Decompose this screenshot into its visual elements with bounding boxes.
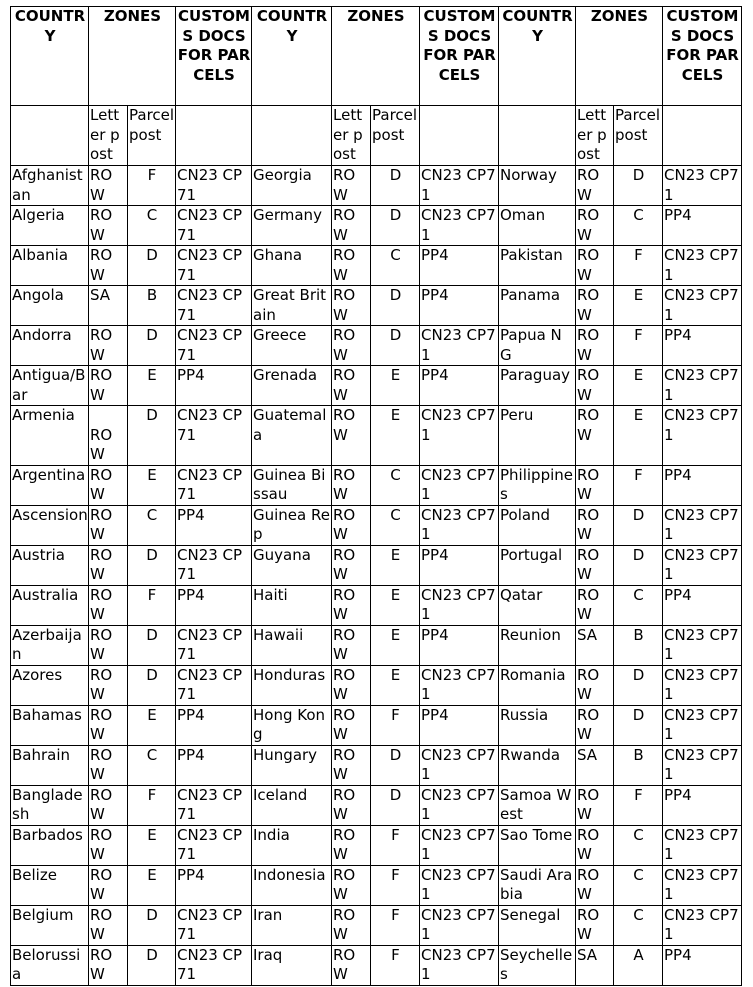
country-cell: Belize [11,865,89,905]
customs-docs-cell: CN23 CP71 [420,945,499,985]
country-cell: Guinea Bissau [252,465,332,505]
country-cell: Russia [499,705,576,745]
parcel-post-zone-cell: C [128,206,176,246]
letter-post-zone-cell: SA [576,945,614,985]
parcel-post-zone-cell: C [371,246,420,286]
customs-docs-cell: PP4 [176,705,252,745]
parcel-post-zone-cell: E [371,625,420,665]
parcel-post-zone-cell: B [614,745,663,785]
country-header: COUNTRY [499,7,576,106]
header-row [11,7,742,106]
parcel-post-zone-cell: C [614,825,663,865]
letter-post-zone-cell: ROW [332,945,371,985]
zones-header: ZONES [576,7,663,106]
country-header: COUNTRY [252,7,332,106]
parcel-post-zone-cell: D [128,326,176,366]
zones-header: ZONES [332,7,420,106]
country-cell: Bahamas [11,705,89,745]
customs-docs-cell: PP4 [176,366,252,406]
country-cell: Ghana [252,246,332,286]
letter-post-zone-cell: ROW [576,505,614,545]
country-cell: Albania [11,246,89,286]
country-cell: Great Britain [252,286,332,326]
parcel-post-zone-cell: D [128,545,176,585]
letter-post-zone-cell: ROW [89,326,128,366]
parcel-post-zone-cell: C [128,505,176,545]
customs-docs-cell: CN23 CP71 [663,366,742,406]
customs-docs-cell: CN23 CP71 [420,785,499,825]
customs-docs-cell: PP4 [663,785,742,825]
letter-post-zone-cell: ROW [89,246,128,286]
letter-post-zone-cell: ROW [576,246,614,286]
customs-docs-cell: CN23 CP71 [663,905,742,945]
parcel-post-zone-cell: E [614,406,663,466]
letter-post-zone-cell: ROW [332,366,371,406]
letter-post-zone-cell: ROW [332,705,371,745]
letter-post-zone-cell: ROW [89,905,128,945]
country-cell: Grenada [252,366,332,406]
customs-docs-cell: CN23 CP71 [663,545,742,585]
country-cell: Andorra [11,326,89,366]
table-row [11,585,742,625]
parcel-post-zone-cell: C [614,905,663,945]
letter-post-zone-cell: ROW [89,665,128,705]
customs-docs-cell: CN23 CP71 [176,406,252,466]
customs-docs-cell: CN23 CP71 [663,705,742,745]
letter-post-zone-cell: ROW [332,286,371,326]
table-row [11,785,742,825]
letter-post-zone-cell: ROW [576,545,614,585]
parcel-post-subheader: Parcel post [128,106,176,166]
empty-cell [499,106,576,166]
letter-post-zone-cell: ROW [332,865,371,905]
customs-docs-cell: CN23 CP71 [663,825,742,865]
country-cell: Philippines [499,465,576,505]
country-header: COUNTRY [11,7,89,106]
parcel-post-zone-cell: F [371,865,420,905]
customs-docs-cell: PP4 [663,326,742,366]
letter-post-zone-cell: ROW [576,785,614,825]
letter-post-zone-cell: SA [89,286,128,326]
customs-docs-cell: CN23 CP71 [176,625,252,665]
country-cell: Armenia [11,406,89,466]
customs-docs-cell: CN23 CP71 [420,166,499,206]
table-row [11,625,742,665]
postal-zones-document [10,6,742,986]
parcel-post-zone-cell: E [614,286,663,326]
customs-docs-cell: PP4 [176,745,252,785]
parcel-post-zone-cell: C [371,505,420,545]
letter-post-zone-cell: ROW [576,166,614,206]
parcel-post-zone-cell: A [614,945,663,985]
customs-docs-cell: PP4 [663,465,742,505]
customs-docs-cell: PP4 [663,206,742,246]
country-cell: Hong Kong [252,705,332,745]
country-cell: Guyana [252,545,332,585]
country-cell: Guatemala [252,406,332,466]
letter-post-zone-cell: ROW [89,705,128,745]
table-row [11,545,742,585]
letter-post-zone-cell: ROW [89,745,128,785]
parcel-post-subheader: Parcel post [371,106,420,166]
letter-post-subheader: Letter post [89,106,128,166]
country-cell: Norway [499,166,576,206]
parcel-post-zone-cell: D [614,505,663,545]
customs-header: CUSTOMS DOCS FOR PARCELS [663,7,742,106]
parcel-post-zone-cell: E [371,545,420,585]
country-cell: Peru [499,406,576,466]
customs-docs-cell: CN23 CP71 [663,745,742,785]
letter-post-zone-cell: ROW [89,545,128,585]
table-row [11,945,742,985]
country-cell: Bangladesh [11,785,89,825]
country-cell: Barbados [11,825,89,865]
customs-docs-cell: CN23 CP71 [176,905,252,945]
table-row [11,166,742,206]
letter-post-zone-cell: SA [576,745,614,785]
letter-post-zone-cell: ROW [332,206,371,246]
country-cell: Belorussia [11,945,89,985]
customs-docs-cell: CN23 CP71 [420,326,499,366]
country-cell: Haiti [252,585,332,625]
customs-docs-cell: CN23 CP71 [420,465,499,505]
parcel-post-zone-cell: C [614,206,663,246]
parcel-post-zone-cell: F [371,825,420,865]
empty-cell [176,106,252,166]
country-cell: Hungary [252,745,332,785]
parcel-post-zone-cell: D [371,166,420,206]
empty-cell [11,106,89,166]
parcel-post-zone-cell: C [614,865,663,905]
customs-docs-cell: PP4 [420,705,499,745]
customs-docs-cell: CN23 CP71 [663,665,742,705]
customs-docs-cell: PP4 [420,625,499,665]
parcel-post-zone-cell: D [371,785,420,825]
country-cell: Angola [11,286,89,326]
customs-docs-cell: CN23 CP71 [176,246,252,286]
parcel-post-zone-cell: C [371,465,420,505]
parcel-post-zone-cell: F [614,785,663,825]
letter-post-zone-cell: ROW [576,465,614,505]
country-cell: Senegal [499,905,576,945]
zones-header: ZONES [89,7,176,106]
country-cell: Georgia [252,166,332,206]
parcel-post-zone-cell: F [371,945,420,985]
letter-post-zone-cell: ROW [89,585,128,625]
customs-docs-cell: CN23 CP71 [663,286,742,326]
customs-docs-cell: CN23 CP71 [176,465,252,505]
letter-post-zone-cell: ROW [89,366,128,406]
customs-docs-cell: CN23 CP71 [176,166,252,206]
customs-docs-cell: PP4 [663,585,742,625]
country-cell: Seychelles [499,945,576,985]
empty-cell [252,106,332,166]
letter-post-zone-cell: ROW [576,206,614,246]
country-cell: Portugal [499,545,576,585]
parcel-post-zone-cell: D [614,166,663,206]
letter-post-zone-cell: ROW [332,326,371,366]
customs-docs-cell: CN23 CP71 [663,505,742,545]
table-body [11,166,742,986]
letter-post-zone-cell: ROW [576,905,614,945]
letter-post-zone-cell: ROW [89,465,128,505]
customs-docs-cell: CN23 CP71 [176,206,252,246]
customs-docs-cell: CN23 CP71 [176,665,252,705]
parcel-post-zone-cell: E [371,406,420,466]
country-cell: Qatar [499,585,576,625]
letter-post-zone-cell: ROW [89,505,128,545]
table-row [11,206,742,246]
country-cell: Paraguay [499,366,576,406]
table-row [11,745,742,785]
parcel-post-zone-cell: F [128,585,176,625]
letter-post-zone-cell: ROW [576,366,614,406]
letter-post-zone-cell: ROW [89,825,128,865]
parcel-post-zone-cell: F [614,465,663,505]
parcel-post-subheader: Parcel post [614,106,663,166]
country-cell: Greece [252,326,332,366]
country-cell: Azerbaijan [11,625,89,665]
letter-post-zone-cell: ROW [576,825,614,865]
parcel-post-zone-cell: D [128,905,176,945]
parcel-post-zone-cell: D [128,406,176,466]
country-cell: Afghanistan [11,166,89,206]
parcel-post-zone-cell: E [128,705,176,745]
parcel-post-zone-cell: F [371,905,420,945]
customs-docs-cell: PP4 [663,945,742,985]
letter-post-zone-cell: ROW [576,326,614,366]
letter-post-zone-cell: ROW [332,406,371,466]
country-cell: Belgium [11,905,89,945]
table-row [11,326,742,366]
country-cell: India [252,825,332,865]
country-cell: Algeria [11,206,89,246]
parcel-post-zone-cell: C [128,745,176,785]
parcel-post-zone-cell: D [128,246,176,286]
country-cell: Saudi Arabia [499,865,576,905]
customs-docs-cell: CN23 CP71 [663,865,742,905]
letter-post-zone-cell: ROW [89,865,128,905]
letter-post-zone-cell: ROW [332,246,371,286]
customs-header: CUSTOMS DOCS FOR PARCELS [176,7,252,106]
letter-post-zone-text: ROW [90,425,113,463]
letter-post-zone-cell: ROW [332,825,371,865]
parcel-post-zone-cell: E [371,366,420,406]
customs-docs-cell: PP4 [420,286,499,326]
letter-post-subheader: Letter post [332,106,371,166]
parcel-post-zone-cell: C [614,585,663,625]
letter-post-zone-cell: ROW [576,705,614,745]
country-cell: Argentina [11,465,89,505]
letter-post-zone-cell: ROW [332,545,371,585]
letter-post-zone-cell: ROW [89,166,128,206]
letter-post-zone-cell: ROW [332,905,371,945]
letter-post-zone-cell: ROW [576,286,614,326]
customs-docs-cell: PP4 [420,246,499,286]
customs-docs-cell: CN23 CP71 [176,286,252,326]
parcel-post-zone-cell: F [128,785,176,825]
country-cell: Pakistan [499,246,576,286]
country-cell: Ascension [11,505,89,545]
empty-cell [663,106,742,166]
customs-docs-cell: CN23 CP71 [420,865,499,905]
parcel-post-zone-cell: F [128,166,176,206]
parcel-post-zone-cell: D [614,545,663,585]
letter-post-zone-cell: ROW [89,945,128,985]
letter-post-zone-cell: ROW [332,166,371,206]
country-zones-table [10,6,742,986]
letter-post-zone-cell: ROW [89,206,128,246]
parcel-post-zone-cell: D [128,665,176,705]
parcel-post-zone-cell: E [128,865,176,905]
letter-post-zone-cell: ROW [332,625,371,665]
letter-post-zone-cell: SA [576,625,614,665]
customs-docs-cell: CN23 CP71 [663,625,742,665]
parcel-post-zone-cell: D [371,745,420,785]
letter-post-zone-cell: ROW [332,785,371,825]
parcel-post-zone-cell: E [371,665,420,705]
letter-post-subheader: Letter post [576,106,614,166]
parcel-post-zone-cell: F [614,326,663,366]
table-row [11,406,742,466]
letter-post-zone-cell [89,406,128,466]
customs-docs-cell: PP4 [420,545,499,585]
customs-docs-cell: PP4 [176,505,252,545]
letter-post-zone-cell: ROW [576,865,614,905]
country-cell: Iraq [252,945,332,985]
country-cell: Panama [499,286,576,326]
customs-header: CUSTOMS DOCS FOR PARCELS [420,7,499,106]
customs-docs-cell: PP4 [420,366,499,406]
parcel-post-zone-cell: D [371,286,420,326]
country-cell: Antigua/Bar [11,366,89,406]
subheader-row [11,106,742,166]
letter-post-zone-cell: ROW [576,585,614,625]
parcel-post-zone-cell: D [614,705,663,745]
table-row [11,825,742,865]
customs-docs-cell: CN23 CP71 [420,665,499,705]
table-row [11,366,742,406]
country-cell: Hawaii [252,625,332,665]
parcel-post-zone-cell: E [128,465,176,505]
customs-docs-cell: CN23 CP71 [420,585,499,625]
country-cell: Azores [11,665,89,705]
empty-cell [420,106,499,166]
customs-docs-cell: CN23 CP71 [663,406,742,466]
country-cell: Papua N G [499,326,576,366]
letter-post-zone-cell: ROW [332,585,371,625]
parcel-post-zone-cell: B [128,286,176,326]
parcel-post-zone-cell: D [371,326,420,366]
parcel-post-zone-cell: E [128,366,176,406]
parcel-post-zone-cell: E [128,825,176,865]
parcel-post-zone-cell: E [371,585,420,625]
country-cell: Germany [252,206,332,246]
letter-post-zone-cell: ROW [89,785,128,825]
parcel-post-zone-cell: D [128,945,176,985]
customs-docs-cell: PP4 [176,585,252,625]
country-cell: Iran [252,905,332,945]
letter-post-zone-cell: ROW [576,406,614,466]
table-row [11,705,742,745]
parcel-post-zone-cell: F [614,246,663,286]
country-cell: Samoa West [499,785,576,825]
customs-docs-cell: CN23 CP71 [420,825,499,865]
country-cell: Rwanda [499,745,576,785]
table-row [11,505,742,545]
country-cell: Iceland [252,785,332,825]
country-cell: Australia [11,585,89,625]
table-row [11,665,742,705]
parcel-post-zone-cell: D [128,625,176,665]
customs-docs-cell: CN23 CP71 [420,406,499,466]
customs-docs-cell: CN23 CP71 [663,166,742,206]
country-cell: Bahrain [11,745,89,785]
country-cell: Guinea Rep [253,505,330,543]
customs-docs-cell: CN23 CP71 [176,326,252,366]
table-row [11,286,742,326]
customs-docs-cell: CN23 CP71 [176,785,252,825]
letter-post-zone-cell: ROW [332,505,371,545]
parcel-post-zone-cell: B [614,625,663,665]
parcel-post-zone-cell: F [371,705,420,745]
customs-docs-cell: CN23 CP71 [420,505,499,545]
parcel-post-zone-cell: E [614,366,663,406]
letter-post-zone-cell: ROW [576,665,614,705]
country-cell: Austria [11,545,89,585]
customs-docs-cell: PP4 [176,865,252,905]
parcel-post-zone-cell: D [614,665,663,705]
customs-docs-cell: CN23 CP71 [420,745,499,785]
country-cell: Honduras [252,665,332,705]
letter-post-zone-cell: ROW [332,745,371,785]
customs-docs-cell: CN23 CP71 [176,945,252,985]
table-row [11,246,742,286]
customs-docs-cell: CN23 CP71 [663,246,742,286]
country-cell: Oman [499,206,576,246]
customs-docs-cell: CN23 CP71 [176,545,252,585]
table-row [11,465,742,505]
letter-post-zone-cell: ROW [89,625,128,665]
country-cell: Romania [499,665,576,705]
customs-docs-cell: CN23 CP71 [420,905,499,945]
country-cell: Indonesia [252,865,332,905]
letter-post-zone-cell: ROW [332,465,371,505]
table-row [11,865,742,905]
customs-docs-cell: CN23 CP71 [176,825,252,865]
parcel-post-zone-cell: D [371,206,420,246]
country-cell: Reunion [499,625,576,665]
country-cell: Sao Tome [499,825,576,865]
country-cell: Poland [499,505,576,545]
letter-post-zone-cell: ROW [332,665,371,705]
customs-docs-cell: CN23 CP71 [420,206,499,246]
table-row [11,905,742,945]
